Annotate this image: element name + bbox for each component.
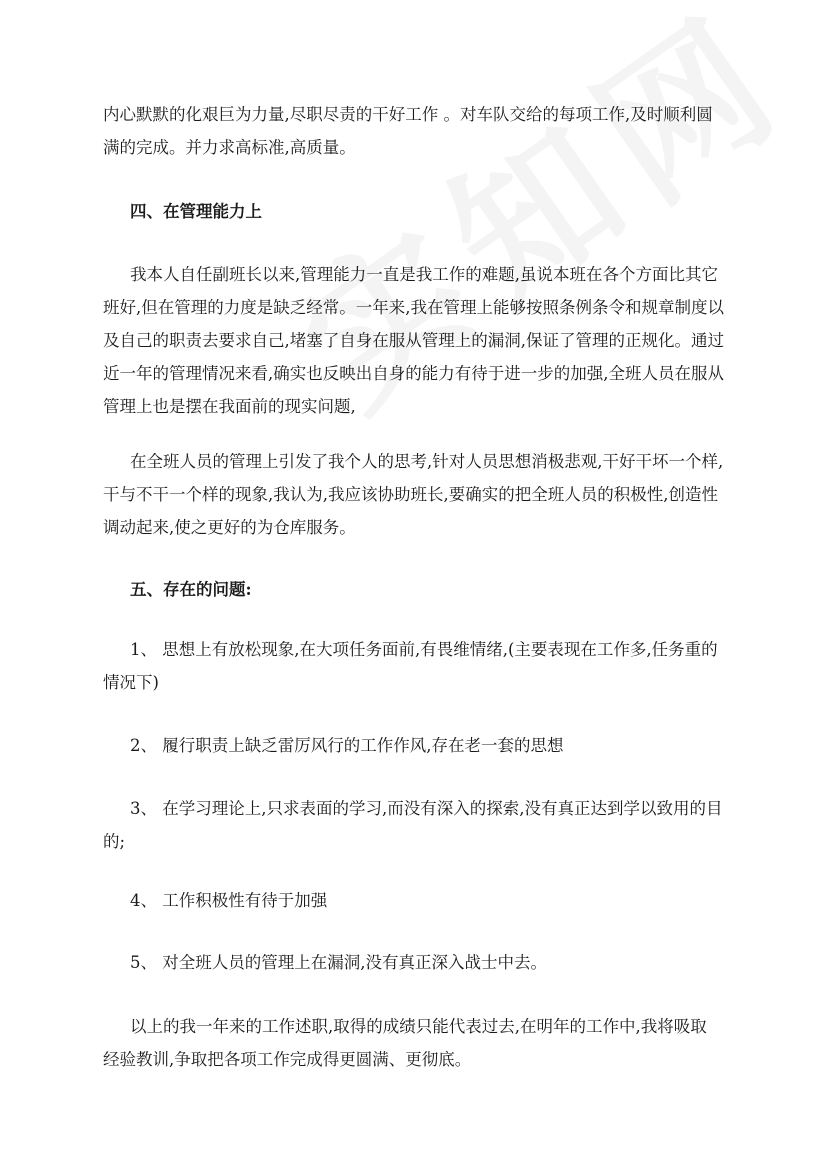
issue-item-2: 2、 履行职责上缺乏雷厉风行的工作作风,存在老一套的思想 xyxy=(130,736,564,755)
section-4-p1-line-5: 管理上也是摆在我面前的现实问题, xyxy=(103,397,356,416)
issue-item-1-line-2: 情况下) xyxy=(103,673,159,692)
section-4-p2-line-3: 调动起来,使之更好的为仓库服务。 xyxy=(103,518,356,537)
issue-item-3-line-1: 3、 在学习理论上,只求表面的学习,而没有深入的探索,没有真正达到学以致用的目 xyxy=(130,799,723,818)
section-4-p1-line-4: 近一年的管理情况来看,确实也反映出自身的能力有待于进一步的加强,全班人员在服从 xyxy=(103,364,724,383)
issue-item-5: 5、 对全班人员的管理上在漏洞,没有真正深入战士中去。 xyxy=(130,953,547,972)
issue-item-4: 4、 工作积极性有待于加强 xyxy=(130,891,328,910)
issue-item-1-line-1: 1、 思想上有放松现象,在大项任务面前,有畏维情绪,(主要表现在工作多,任务重的 xyxy=(130,640,718,659)
conclusion-line-2: 经验教训,争取把各项工作完成得更圆满、更彻底。 xyxy=(103,1050,472,1069)
section-4-p1-line-1: 我本人自任副班长以来,管理能力一直是我工作的难题,虽说本班在各个方面比其它 xyxy=(130,265,718,284)
section-4-p2-line-1: 在全班人员的管理上引发了我个人的思考,针对人员思想消极悲观,干好干坏一个样, xyxy=(130,452,724,471)
intro-line-1: 内心默默的化艰巨为力量,尽职尽责的干好工作 。对车队交给的每项工作,及时顺利圆 xyxy=(103,105,713,124)
section-5-heading: 五、存在的问题: xyxy=(130,580,252,599)
section-4-p1-line-2: 班好,但在管理的力度是缺乏经常。一年来,我在管理上能够按照条例条令和规章制度以 xyxy=(103,298,724,317)
section-4-p1-line-3: 及自己的职责去要求自己,堵塞了自身在服从管理上的漏洞,保证了管理的正规化。通过 xyxy=(103,331,724,350)
intro-line-2: 满的完成。并力求高标准,高质量。 xyxy=(103,138,356,157)
issue-item-3-line-2: 的; xyxy=(103,832,126,851)
conclusion-line-1: 以上的我一年来的工作述职,取得的成绩只能代表过去,在明年的工作中,我将吸取 xyxy=(130,1017,707,1036)
section-4-p2-line-2: 干与不干一个样的现象,我认为,我应该协助班长,要确实的把全班人员的积极性,创造性 xyxy=(103,485,718,504)
section-4-heading: 四、在管理能力上 xyxy=(130,202,262,221)
